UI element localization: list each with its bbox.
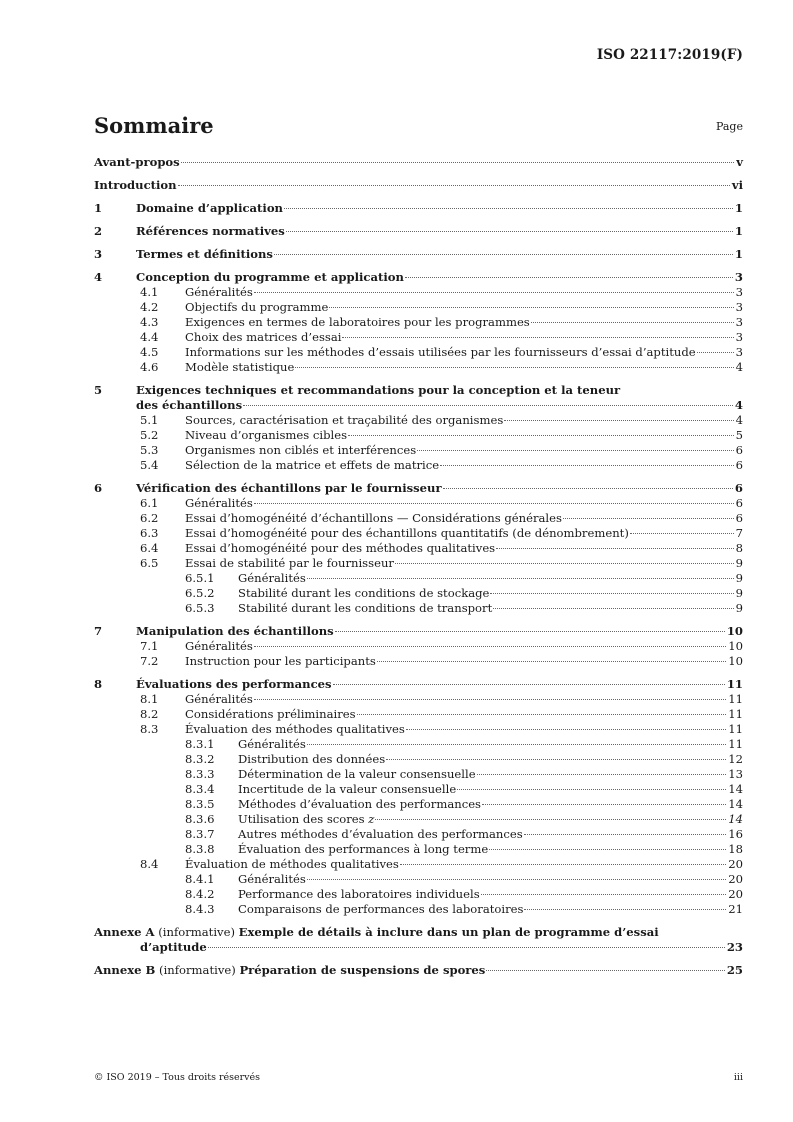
toc-page-number: 11 [726,677,743,691]
toc-page-number: 3 [734,270,743,284]
toc-page-number: 20 [728,887,743,901]
toc-section-number: 1 [94,201,103,215]
toc-subentry[interactable] [94,601,743,616]
toc-page-number: 18 [728,842,743,856]
toc-subentry[interactable] [94,827,743,842]
toc-entry-body [94,624,743,639]
toc-page-number: 12 [728,752,743,766]
dot-leader [254,646,726,647]
toc-entry-title[interactable]: Considérations préliminaires [185,707,356,721]
toc-page-number: 1 [734,224,743,238]
toc-subsection-number: 8.3 [140,722,159,736]
dot-leader [333,684,725,685]
toc-entry-body [94,315,743,330]
toc-page-number: 4 [735,360,743,374]
toc-entry-body [94,496,743,511]
toc-entry[interactable] [94,677,743,692]
dot-leader [295,367,733,368]
dot-leader [243,405,733,406]
toc-subentry[interactable] [94,782,743,797]
dot-leader [531,322,734,323]
toc-subentry[interactable] [94,413,743,428]
toc-subentry[interactable] [94,428,743,443]
toc-entry-title[interactable]: Objectifs du programme [185,300,329,314]
toc-subentry[interactable] [94,345,743,360]
dot-leader [630,533,734,534]
toc-entry-title[interactable]: Niveau d’organismes cibles [185,428,348,442]
toc-entry-title[interactable]: Détermination de la valeur consensuelle [238,767,476,781]
toc-section-number: 3 [94,247,103,261]
toc-subsection-number: 5.4 [140,458,159,472]
toc-page-number: 6 [735,496,743,510]
toc-subentry[interactable] [94,511,743,526]
toc-subentry[interactable] [94,857,743,872]
dot-leader [254,699,726,700]
toc-page-number: 9 [735,556,743,570]
toc-subsection-number: 8.3.8 [185,842,215,856]
toc-entry[interactable] [94,201,743,216]
annex-label: Annexe B [94,963,156,977]
toc-subentry[interactable] [94,586,743,601]
toc-subsection-number: 8.3.4 [185,782,215,796]
toc-page-number: 16 [728,827,743,841]
dot-leader [489,849,726,850]
toc-entry-title[interactable]: Stabilité durant les conditions de stockage [238,586,490,600]
toc-subsection-number: 5.1 [140,413,159,427]
dot-leader [504,420,733,421]
toc-entry-title[interactable]: Choix des matrices d’essai [185,330,342,344]
dot-leader [284,208,733,209]
toc-subsection-number: 7.1 [140,639,159,653]
toc-subsection-number: 8.3.7 [185,827,215,841]
toc-page-number: 14 [728,782,743,796]
toc-subsection-number: 6.1 [140,496,159,510]
toc-subsection-number: 8.4.2 [185,887,215,901]
toc-page-number: 3 [735,345,743,359]
toc-subsection-number: 8.3.5 [185,797,215,811]
toc-entry-body [94,155,743,170]
toc-subentry[interactable] [94,300,743,315]
toc-subsection-number: 8.3.6 [185,812,215,826]
toc-subsection-number: 6.5.2 [185,586,215,600]
toc-subentry[interactable] [94,458,743,473]
dot-leader [181,162,735,163]
toc-entry-title[interactable]: des échantillons [136,398,243,412]
toc-page-number: 5 [735,428,743,442]
toc-subentry[interactable] [94,872,743,887]
toc-entry-title[interactable]: Méthodes d’évaluation des performances [238,797,482,811]
toc-subsection-number: 6.3 [140,526,159,540]
toc-page-number: 4 [735,413,743,427]
toc-subsection-number: 4.2 [140,300,159,314]
toc-entry[interactable] [94,224,743,239]
toc-entry-title[interactable]: Généralités [185,496,253,510]
toc-entry-body [94,677,743,692]
toc-entry-title[interactable]: Essai de stabilité par le fournisseur [185,556,394,570]
toc-page-number: 20 [728,872,743,886]
toc-subentry[interactable] [94,526,743,541]
annex-type: (informative) [155,963,240,977]
toc-entry-body [94,330,743,345]
dot-leader [307,744,726,745]
toc-subsection-number: 6.4 [140,541,159,555]
toc-entry-title[interactable]: Évaluations des performances [136,677,332,691]
italic-symbol: z [368,812,375,826]
toc-entry-continuation[interactable] [94,398,743,413]
toc-entry-title[interactable]: Généralités [238,872,306,886]
toc-entry[interactable] [94,155,743,170]
toc-entry-title[interactable]: Généralités [238,571,306,585]
toc-entry-body [94,940,743,955]
toc-section-number: 8 [94,677,103,691]
toc-subsection-number: 6.2 [140,511,159,525]
dot-leader [477,774,727,775]
toc-subentry[interactable] [94,902,743,917]
dot-leader [417,450,733,451]
toc-entry-title[interactable]: Évaluation des méthodes qualitatives [185,722,405,736]
dot-leader [482,804,726,805]
toc-entry-title[interactable]: Domaine d’application [136,201,283,215]
toc-subentry[interactable] [94,556,743,571]
toc-entry-title[interactable]: Essai d’homogénéité pour des méthodes qualitatives [185,541,496,555]
toc-entry-body [94,511,743,526]
toc-entry-title[interactable]: Évaluation de méthodes qualitatives [185,857,399,871]
toc-entry-body [94,201,743,216]
toc-subsection-number: 6.5 [140,556,159,570]
toc-page-number: 4 [734,398,743,412]
dot-leader [697,352,734,353]
toc-page-number: v [736,155,743,169]
toc-entry-body [94,413,743,428]
toc-subentry[interactable] [94,496,743,511]
toc-entry-body [94,857,743,872]
toc-entry-title[interactable]: Généralités [185,285,253,299]
dot-leader [524,834,727,835]
dot-leader [377,661,726,662]
toc-entry-title[interactable]: Organismes non ciblés et interférences [185,443,417,457]
dot-leader [496,548,733,549]
toc-subsection-number: 8.2 [140,707,159,721]
toc-entry-body [94,345,743,360]
toc-page-number: 13 [728,767,743,781]
dot-leader [490,593,733,594]
toc-page-number: 11 [728,707,743,721]
toc-section-number: 6 [94,481,103,495]
annex-title: Préparation de suspensions de spores [239,963,486,977]
toc-entry[interactable] [94,624,743,639]
toc-subentry[interactable] [94,752,743,767]
toc-subentry[interactable] [94,639,743,654]
toc-entry-title[interactable]: Essai d’homogénéité d’échantillons — Considérations générales [185,511,562,525]
toc-section-number: 4 [94,270,103,284]
toc-annex-entry[interactable] [94,963,743,978]
dot-leader [329,307,733,308]
toc-page-number: 23 [726,940,743,954]
dot-leader [457,789,726,790]
toc-page-number: 21 [728,902,743,916]
dot-leader [481,894,727,895]
toc-entry[interactable] [94,383,743,398]
toc-entry-body [94,270,743,285]
toc-subsection-number: 8.3.3 [185,767,215,781]
toc-entry-body [94,481,743,496]
toc-section-number: 2 [94,224,103,238]
toc-entry-body [94,722,743,737]
toc-page-number: 11 [728,737,743,751]
toc-entry-body [94,443,743,458]
toc-entry-title[interactable]: Généralités [185,639,253,653]
toc-subsection-number: 8.4 [140,857,159,871]
toc-entry-body [94,639,743,654]
dot-leader [342,337,733,338]
toc-entry-title[interactable] [94,963,485,978]
dot-leader [386,759,726,760]
toc-entry-title[interactable]: Incertitude de la valeur consensuelle [238,782,457,796]
dot-leader [375,819,726,820]
dot-leader [254,503,734,504]
toc-entry-body [94,383,743,398]
toc-entry-body [94,541,743,556]
toc-page-number: 7 [735,526,743,540]
toc-entry[interactable] [94,178,743,193]
annex-label: Annexe A [94,925,155,939]
toc-subsection-number: 6.5.3 [185,601,215,615]
toc-page-number: 1 [734,247,743,261]
toc-entry-body [94,224,743,239]
toc-subsection-number: 7.2 [140,654,159,668]
toc-entry-title[interactable]: Instruction pour les participants [185,654,376,668]
toc-subsection-number: 8.3.1 [185,737,215,751]
dot-leader [440,465,734,466]
toc-page-number: 6 [734,481,743,495]
page-column-label: Page [715,120,743,133]
toc-page-number: 10 [728,654,743,668]
toc-subentry[interactable] [94,360,743,375]
toc-page-number: 3 [735,285,743,299]
toc-entry-title[interactable]: Sélection de la matrice et effets de matrice [185,458,440,472]
toc-subentry[interactable] [94,285,743,300]
dot-leader [486,970,725,971]
toc-entry-title[interactable]: Évaluation des performances à long terme [238,842,489,856]
toc-entry-title[interactable]: Comparaisons de performances des laboratoires [238,902,524,916]
toc-entry-body [94,692,743,707]
toc-entry[interactable] [94,247,743,262]
toc-page-number: vi [731,178,743,192]
toc-subsection-number: 5.3 [140,443,159,457]
toc-entry[interactable] [94,481,743,496]
toc-subentry[interactable] [94,315,743,330]
dot-leader [405,277,733,278]
toc-entry-title[interactable]: Sources, caractérisation et traçabilité des organismes [185,413,504,427]
toc-subentry[interactable] [94,443,743,458]
page-title: Sommaire [94,113,214,138]
dot-leader [400,864,726,865]
toc-page-number: 14 [728,797,743,811]
dot-leader [208,947,725,948]
toc-page-number: 9 [735,601,743,615]
toc-subsection-number: 8.1 [140,692,159,706]
toc-subsection-number: 5.2 [140,428,159,442]
toc-page-number: 25 [726,963,743,977]
toc-page-number: 11 [728,722,743,736]
toc-entry-body [94,963,743,978]
toc-entry-body [94,428,743,443]
dot-leader [493,608,733,609]
toc-subentry[interactable] [94,541,743,556]
dot-leader [395,563,734,564]
toc-subsection-number: 4.1 [140,285,159,299]
toc-entry-title[interactable]: Informations sur les méthodes d’essais utilisées par les fournisseurs d’essai d’aptitude [185,345,696,359]
dot-leader [178,185,730,186]
annex-type: (informative) [154,925,239,939]
toc-subentry[interactable] [94,767,743,782]
toc-subentry[interactable] [94,812,743,827]
annex-title: Exemple de détails à inclure dans un plan de programme d’essai [238,925,659,939]
toc-entry-title[interactable]: Vérification des échantillons par le fournisseur [136,481,442,495]
toc-page-number: 10 [726,624,743,638]
toc-entry-body [94,526,743,541]
toc-subentry[interactable] [94,654,743,669]
toc-entry-title[interactable] [94,925,659,940]
toc-entry-title[interactable]: Modèle statistique [185,360,295,374]
document-id: ISO 22117:2019(F) [596,47,743,63]
toc-entry-title[interactable]: Généralités [238,737,306,751]
toc-subsection-number: 4.5 [140,345,159,359]
toc-section-number: 7 [94,624,103,638]
toc-entry-title[interactable]: Généralités [185,692,253,706]
toc-entry-title[interactable]: Références normatives [136,224,285,238]
toc-entry-title[interactable]: Manipulation des échantillons [136,624,334,638]
toc-subsection-number: 4.3 [140,315,159,329]
toc-subentry[interactable] [94,707,743,722]
toc-subentry[interactable] [94,571,743,586]
toc-subentry[interactable] [94,330,743,345]
toc-page-number: 10 [728,639,743,653]
toc-subentry[interactable] [94,887,743,902]
toc-subsection-number: 4.4 [140,330,159,344]
toc-page-number: 9 [735,571,743,585]
toc-entry-title[interactable]: Conception du programme et application [136,270,404,284]
toc-subsection-number: 8.4.3 [185,902,215,916]
toc-entry-title[interactable]: Utilisation des scores z [238,812,375,826]
dot-leader [563,518,734,519]
dot-leader [348,435,734,436]
dot-leader [524,909,726,910]
dot-leader [406,729,726,730]
toc-entry-body [94,654,743,669]
toc-page-number: 14 [728,812,743,826]
toc-page-number: 6 [735,458,743,472]
toc-page-number: 6 [735,443,743,457]
toc-page-number: 3 [735,300,743,314]
toc-entry-body [94,247,743,262]
toc-subentry[interactable] [94,797,743,812]
toc-subentry[interactable] [94,737,743,752]
toc-entry-body [94,707,743,722]
toc-page-number: 6 [735,511,743,525]
toc-entry-title[interactable]: Essai d’homogénéité pour des échantillons quantitatifs (de dénombrement) [185,526,629,540]
footer-page-number: iii [733,1072,743,1083]
footer-copyright: © ISO 2019 – Tous droits réservés [94,1072,261,1083]
toc-entry-body [94,458,743,473]
dot-leader [335,631,725,632]
toc-page-number: 9 [735,586,743,600]
toc-page-number: 11 [728,692,743,706]
dot-leader [307,578,734,579]
table-of-contents [94,155,743,978]
toc-section-number: 5 [94,383,103,397]
toc-page-number: 1 [734,201,743,215]
toc-subsection-number: 8.4.1 [185,872,215,886]
toc-entry-body [94,398,743,413]
toc-entry-title[interactable]: Avant-propos [94,155,180,169]
toc-entry-body [94,925,743,940]
dot-leader [286,231,733,232]
dot-leader [307,879,726,880]
toc-subsection-number: 4.6 [140,360,159,374]
toc-page-number: 3 [735,330,743,344]
toc-subentry[interactable] [94,722,743,737]
toc-page-number: 8 [735,541,743,555]
toc-entry[interactable] [94,270,743,285]
toc-entry-body [94,556,743,571]
dot-leader [254,292,734,293]
toc-entry-title[interactable]: Performance des laboratoires individuels [238,887,480,901]
toc-entry-body [94,300,743,315]
toc-page-number: 20 [728,857,743,871]
toc-entry-title[interactable]: Distribution des données [238,752,386,766]
dot-leader [357,714,727,715]
toc-entry-title[interactable]: Introduction [94,178,177,192]
toc-subentry[interactable] [94,842,743,857]
toc-entry-body [94,360,743,375]
toc-entry-title[interactable]: Exigences techniques et recommandations pour la conception et la teneur [136,383,621,397]
toc-entry-continuation[interactable] [94,940,743,955]
toc-entry-title[interactable]: d’aptitude [140,940,207,954]
toc-subsection-number: 8.3.2 [185,752,215,766]
dot-leader [274,254,733,255]
dot-leader [443,488,733,489]
toc-annex-entry[interactable] [94,925,743,940]
toc-entry-title[interactable]: Exigences en termes de laboratoires pour les programmes [185,315,530,329]
toc-entry-body [94,285,743,300]
toc-entry-title[interactable]: Stabilité durant les conditions de transport [238,601,493,615]
toc-entry-title[interactable]: Autres méthodes d’évaluation des performances [238,827,523,841]
toc-subsection-number: 6.5.1 [185,571,215,585]
toc-entry-body [94,178,743,193]
toc-subentry[interactable] [94,692,743,707]
toc-page-number: 3 [735,315,743,329]
toc-entry-title[interactable]: Termes et définitions [136,247,273,261]
